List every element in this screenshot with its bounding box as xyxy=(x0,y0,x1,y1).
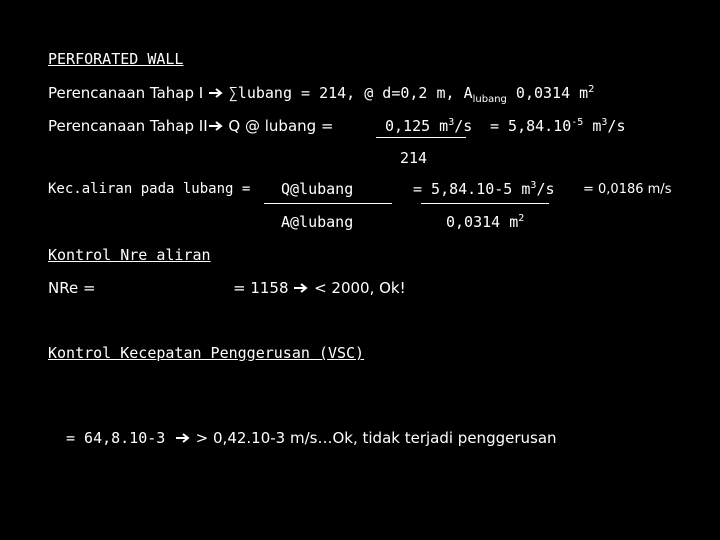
tahap2-result-pre: = 5,84.10 xyxy=(490,117,572,135)
kec-mid-num: = 5,84.10-5 m xyxy=(413,180,531,198)
tahap2-num-sup: 3 xyxy=(448,117,455,128)
tahap2-numerator xyxy=(385,119,472,134)
tahap2-num: 0,125 m xyxy=(385,117,449,135)
tahap1-line xyxy=(48,84,595,105)
fraction-bar xyxy=(264,203,392,204)
kec-denominator: A@lubang xyxy=(281,213,354,231)
right-arrow-icon xyxy=(293,282,309,294)
kontrol-vsc-heading: Kontrol Kecepatan Penggerusan (VSC) xyxy=(48,344,365,362)
kec-mid-numerator xyxy=(413,182,555,197)
kontrol-nre-heading: Kontrol Nre aliran xyxy=(48,246,211,264)
tahap2-denominator: 214 xyxy=(400,149,428,167)
kec-mid-num-post: /s xyxy=(536,180,555,198)
nre-tail: < 2000, Ok! xyxy=(314,279,406,297)
nre-line xyxy=(233,281,406,296)
nre-label: NRe = xyxy=(48,279,96,297)
tahap2-result-sup: 3 xyxy=(601,117,608,128)
kec-mid-denominator xyxy=(446,215,524,230)
kec-label: Kec.aliran pada lubang = xyxy=(48,181,251,197)
tahap2-expr: Q @ lubang = xyxy=(228,117,334,135)
tahap1-sup: 2 xyxy=(588,84,595,95)
fraction-bar xyxy=(376,137,466,138)
kec-numerator: Q@lubang xyxy=(281,180,354,198)
vsc-value: = 64,8.10-3 xyxy=(66,429,166,447)
tahap2-result xyxy=(490,119,625,134)
tahap1-label: Perencanaan Tahap I xyxy=(48,84,204,102)
tahap2-label: Perencanaan Tahap II xyxy=(48,117,208,135)
tahap2-line xyxy=(48,119,334,134)
tahap1-text-post: 0,0314 m xyxy=(506,84,589,102)
kec-mid-den-sup: 2 xyxy=(518,213,525,224)
tahap2-result-exp: -5 xyxy=(571,117,584,128)
page-title: PERFORATED WALL xyxy=(48,50,184,68)
right-arrow-icon xyxy=(208,120,224,132)
tahap1-sub: lubang xyxy=(472,94,507,105)
tahap2-result-post: /s xyxy=(607,117,626,135)
tahap2-num-post: /s xyxy=(454,117,473,135)
tahap1-text: ∑lubang = 214, @ d=0,2 m, A xyxy=(228,84,473,102)
right-arrow-icon xyxy=(208,87,224,99)
kec-result: = 0,0186 m/s xyxy=(583,182,672,197)
right-arrow-icon xyxy=(175,432,191,444)
kec-mid-num-sup: 3 xyxy=(530,180,537,191)
nre-value: = 1158 xyxy=(233,279,289,297)
vsc-tail: > 0,42.10-3 m/s…Ok, tidak terjadi penggerusan xyxy=(195,429,557,447)
fraction-bar xyxy=(421,203,549,204)
kec-mid-den: 0,0314 m xyxy=(446,213,519,231)
tahap2-result-mid: m xyxy=(583,117,602,135)
vsc-line xyxy=(66,431,557,446)
